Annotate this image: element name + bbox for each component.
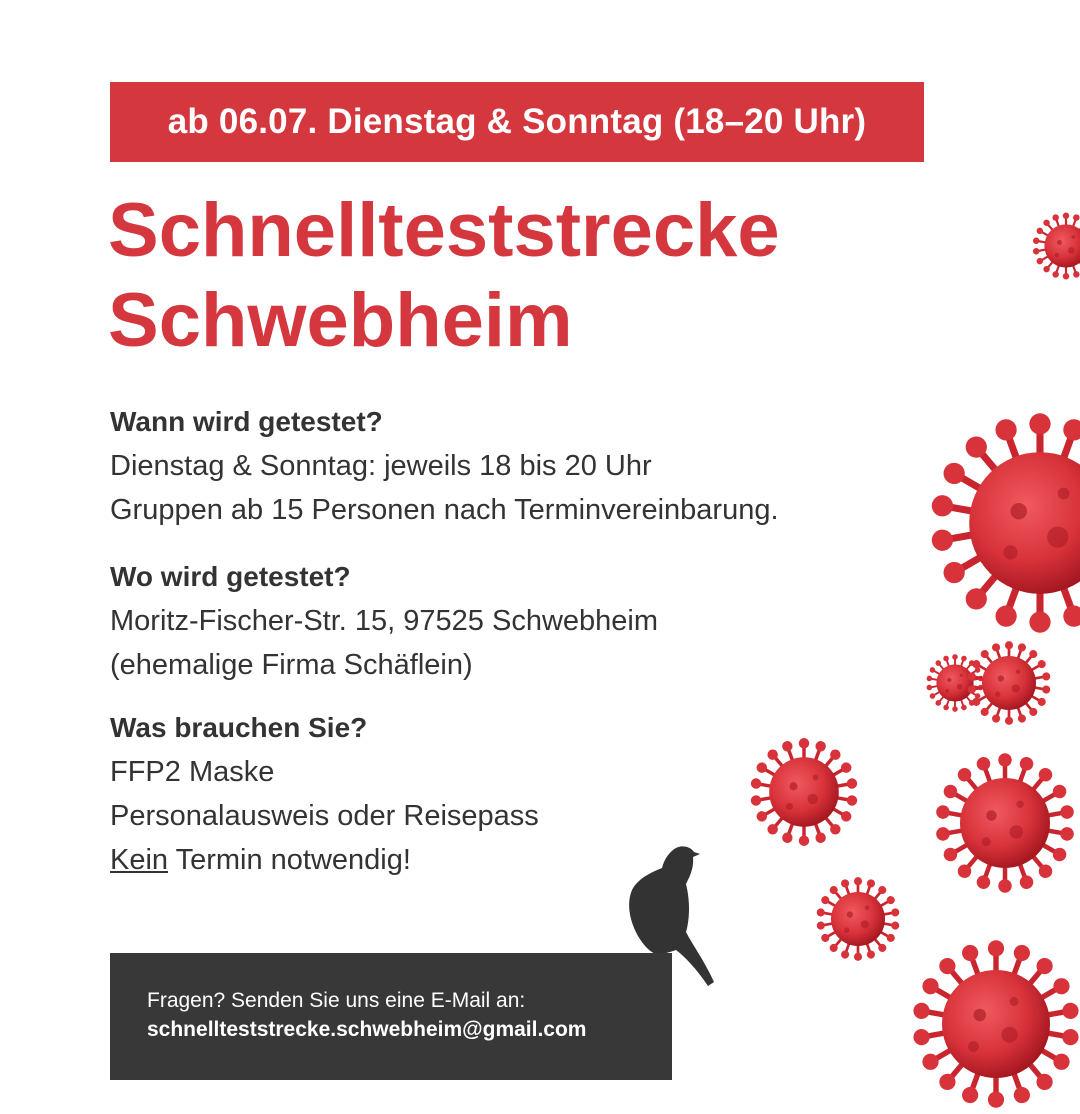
when-line-1: Dienstag & Sonntag: jeweils 18 bis 20 Uhr bbox=[110, 450, 652, 482]
section-when bbox=[110, 400, 779, 532]
coronavirus-icon bbox=[813, 874, 903, 964]
coronavirus-icon bbox=[930, 748, 1080, 898]
section-what bbox=[110, 706, 539, 882]
coronavirus-icon bbox=[922, 405, 1080, 641]
when-heading: Wann wird getestet? bbox=[110, 406, 383, 437]
date-banner-text: ab 06.07. Dienstag & Sonntag (18–20 Uhr) bbox=[167, 102, 867, 141]
section-where bbox=[110, 555, 658, 687]
what-line-3-rest: Termin notwendig! bbox=[168, 844, 411, 876]
when-line-2: Gruppen ab 15 Personen nach Terminvereinbarung. bbox=[110, 494, 779, 526]
title-line-1: Schnellteststrecke bbox=[108, 188, 780, 273]
kein-underlined: Kein bbox=[110, 844, 169, 876]
what-line-1: FFP2 Maske bbox=[110, 756, 275, 788]
title-line-2: Schwebheim bbox=[108, 278, 573, 363]
where-heading: Wo wird getestet? bbox=[110, 561, 351, 592]
coronavirus-icon bbox=[964, 638, 1054, 728]
coronavirus-icon bbox=[746, 734, 862, 850]
page-title bbox=[108, 186, 780, 366]
what-line-3 bbox=[110, 838, 539, 882]
footer-question: Fragen? Senden Sie uns eine E-Mail an: bbox=[147, 989, 526, 1012]
what-heading: Was brauchen Sie? bbox=[110, 712, 368, 743]
where-line-1: Moritz-Fischer-Str. 15, 97525 Schwebheim bbox=[110, 605, 658, 637]
what-line-2: Personalausweis oder Reisepass bbox=[110, 800, 539, 832]
footer-contact-box bbox=[110, 953, 672, 1080]
date-banner bbox=[110, 82, 924, 162]
where-line-2: (ehemalige Firma Schäflein) bbox=[110, 649, 473, 681]
coronavirus-icon bbox=[1030, 210, 1080, 282]
coronavirus-icon bbox=[906, 934, 1080, 1114]
footer-email[interactable]: schnellteststrecke.schwebheim@gmail.com bbox=[147, 1018, 587, 1041]
